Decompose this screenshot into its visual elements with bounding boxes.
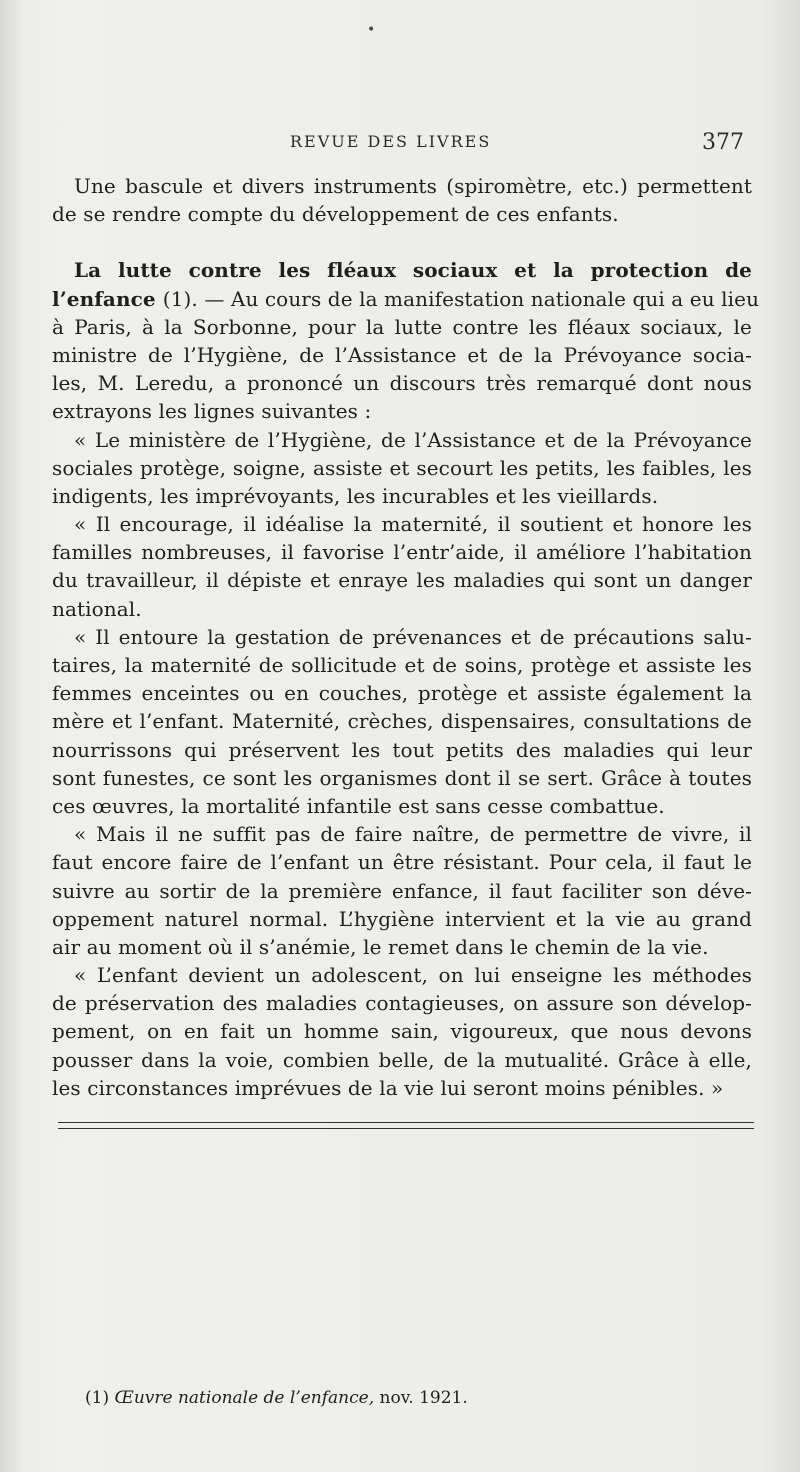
text-line: indigents, les imprévoyants, les incurables et les vieillards. <box>52 483 659 508</box>
text-line: « Le ministère de l’Hygiène, de l’Assistance et de la Prévoyance <box>74 427 752 452</box>
text-line: les, M. Leredu, a prononcé un discours très remarqué dont nous <box>52 371 752 396</box>
text-line: oppement naturel normal. L’hygiène intervient et la vie au grand <box>52 906 752 931</box>
text-line: La lutte contre les fléaux sociaux et la protection de <box>74 258 752 283</box>
section-title-continued: l’enfance <box>52 286 163 311</box>
text-line: ministre de l’Hygiène, de l’Assistance et de la Prévoyance socia- <box>52 342 752 367</box>
text-line: extrayons les lignes suivantes : <box>52 399 372 424</box>
running-head <box>0 132 800 156</box>
footnote-work-title: Œuvre nationale de l’enfance, <box>114 1388 375 1408</box>
text-line: pement, on en fait un homme sain, vigoureux, que nous devons <box>52 1019 752 1044</box>
text-line: « Mais il ne suffit pas de faire naître, de permettre de vivre, il <box>74 822 752 847</box>
text-line: « Il entoure la gestation de prévenances et de précautions salu- <box>74 624 752 649</box>
text-line: du travailleur, il dépiste et enraye les maladies qui sont un danger <box>52 568 752 593</box>
text-line: sont funestes, ce sont les organismes dont il se sert. Grâce à toutes <box>52 765 752 790</box>
text-line: l’enfance (1). — Au cours de la manifestation nationale qui a eu lieu <box>52 286 760 311</box>
text-line: de se rendre compte du développement de ces enfants. <box>52 202 619 227</box>
text-line: familles nombreuses, il favorise l’entr’aide, il améliore l’habitation <box>52 540 752 565</box>
text-line: « L’enfant devient un adolescent, on lui enseigne les méthodes <box>74 963 752 988</box>
text-line: femmes enceintes ou en couches, protège et assiste également la <box>52 681 752 706</box>
body-text <box>52 172 760 1102</box>
footnote-date: nov. 1921. <box>379 1388 468 1408</box>
text-line: à Paris, à la Sorbonne, pour la lutte contre les fléaux sociaux, le <box>52 314 752 339</box>
text-line: Une bascule et divers instruments (spiromètre, etc.) permettent <box>74 174 752 198</box>
footnote-marker: (1) <box>85 1388 110 1408</box>
text-line: taires, la maternité de sollicitude et de soins, protège et assiste les <box>52 653 752 677</box>
running-title: REVUE DES LIVRES <box>290 132 492 151</box>
text-line: pousser dans la voie, combien belle, de la mutualité. Grâce à elle, <box>52 1047 752 1072</box>
text-line: suivre au sortir de la première enfance, il faut faciliter son déve- <box>52 878 752 903</box>
text-line: faut encore faire de l’enfant un être résistant. Pour cela, il faut le <box>52 850 752 875</box>
text-line: nourrissons qui préservent les tout petits des maladies qui leur <box>52 737 752 762</box>
text-line: de préservation des maladies contagieuses, on assure son dévelop- <box>52 991 752 1016</box>
text-line: air au moment où il s’anémie, le remet dans le chemin de la vie. <box>52 934 709 959</box>
text-line: national. <box>52 596 142 621</box>
text-line: ces œuvres, la mortalité infantile est sans cesse combattue. <box>52 793 665 818</box>
text-line: sociales protège, soigne, assiste et secourt les petits, les faibles, les <box>52 455 752 480</box>
section-end-rule <box>58 1122 754 1134</box>
footnote <box>85 1388 468 1408</box>
page-number: 377 <box>702 130 744 155</box>
text-line: mère et l’enfant. Maternité, crèches, dispensaires, consultations de <box>52 709 752 734</box>
text-line: les circonstances imprévues de la vie lui seront moins pénibles. » <box>52 1075 724 1100</box>
text-line: « Il encourage, il idéalise la maternité, il soutient et honore les <box>74 512 752 537</box>
top-dot: • <box>367 22 376 38</box>
